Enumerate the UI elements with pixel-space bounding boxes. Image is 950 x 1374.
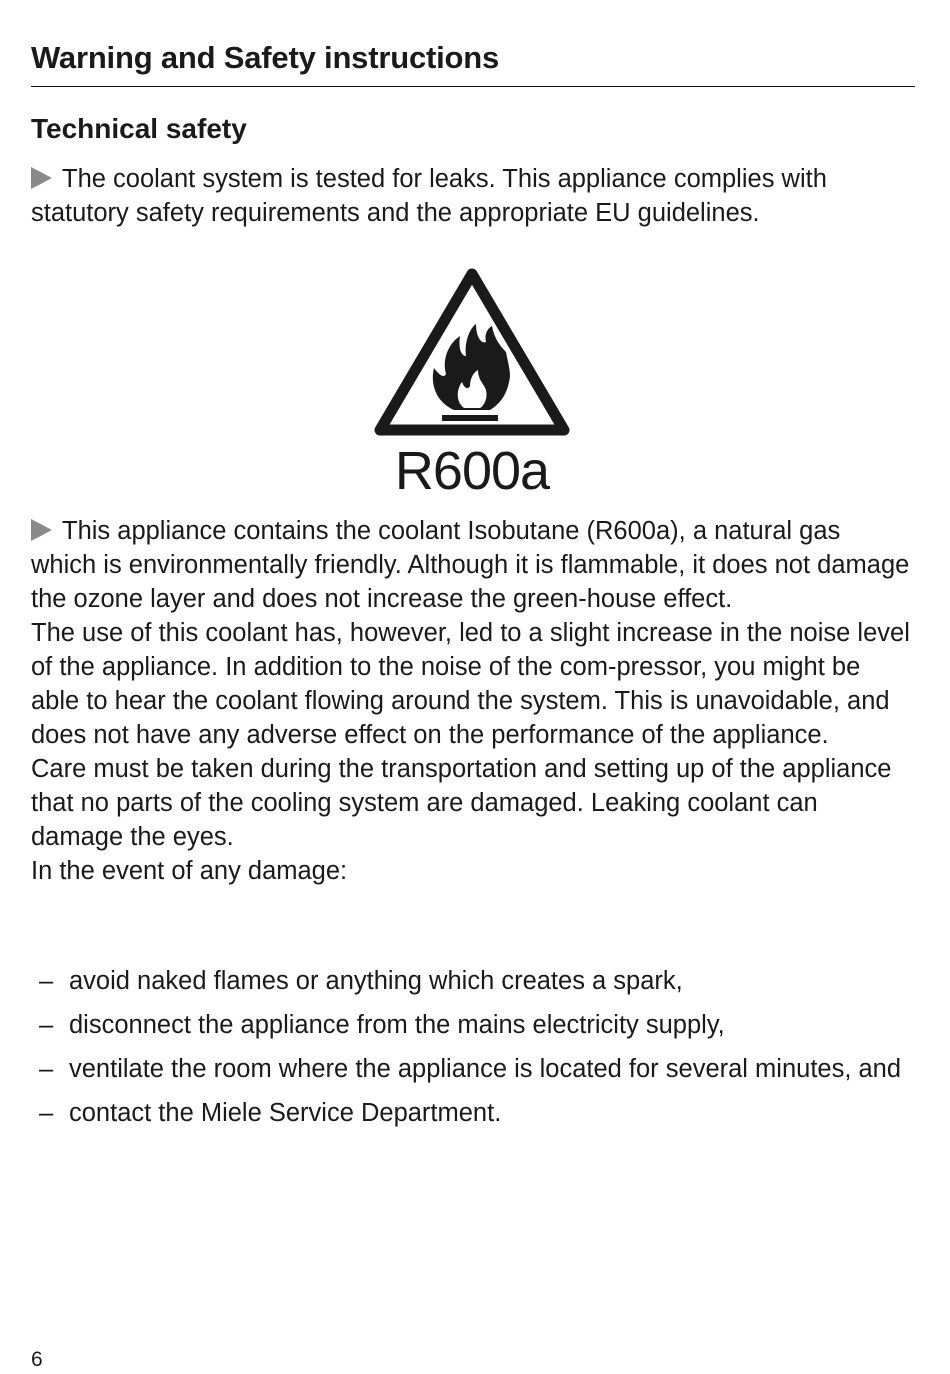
list-dash: –	[39, 967, 54, 995]
coolant-info-text: This appliance contains the coolant Isobutane (R600a), a natural gas which is environmentally friendly. Although it is flammable, it does not damage the ozone layer and does not increase the green-house effect.	[31, 517, 910, 613]
bullet-arrow-icon	[31, 167, 52, 189]
section-title: Technical safety	[31, 113, 247, 144]
noise-info-paragraph: The use of this coolant has, however, led to a slight increase in the noise level of the appliance. In addition to the noise of the com-pressor, you might be able to hear the coolant flowing around the system. This is unavoidable, and does not have any adverse effect on the performance of the appliance.	[31, 619, 910, 749]
coolant-info-paragraph	[31, 514, 911, 616]
list-dash: –	[39, 1055, 54, 1083]
list-item-text: ventilate the room where the appliance is located for several minutes, and	[69, 1055, 902, 1083]
list-item	[31, 1008, 911, 1042]
damage-intro-paragraph: In the event of any damage:	[31, 857, 348, 885]
page-header	[31, 38, 915, 87]
flame-base-bar	[442, 415, 498, 421]
coolant-test-text: The coolant system is tested for leaks. This appliance complies with statutory safety requirements and the appropriate EU guidelines.	[31, 165, 827, 227]
list-item	[31, 964, 911, 998]
list-item	[31, 1096, 911, 1130]
flammable-warning-icon	[372, 266, 572, 444]
coolant-test-paragraph	[31, 162, 911, 230]
page-title: Warning and Safety instructions	[31, 40, 500, 75]
list-dash: –	[39, 1011, 54, 1039]
list-item-text: contact the Miele Service Department.	[69, 1099, 502, 1127]
bullet-arrow-icon	[31, 519, 52, 541]
list-item	[31, 1052, 911, 1086]
coolant-info-block	[31, 514, 911, 888]
care-info-paragraph: Care must be taken during the transportation and setting up of the appliance that no parts of the cooling system are damaged. Leaking coolant can damage the eyes.	[31, 755, 892, 851]
list-item-text: disconnect the appliance from the mains electricity supply,	[69, 1011, 725, 1039]
list-item-text: avoid naked flames or anything which creates a spark,	[69, 967, 683, 995]
refrigerant-code-label: R600a	[394, 441, 550, 501]
list-dash: –	[39, 1099, 54, 1127]
page-number: 6	[31, 1348, 43, 1371]
damage-action-list	[31, 964, 911, 1140]
